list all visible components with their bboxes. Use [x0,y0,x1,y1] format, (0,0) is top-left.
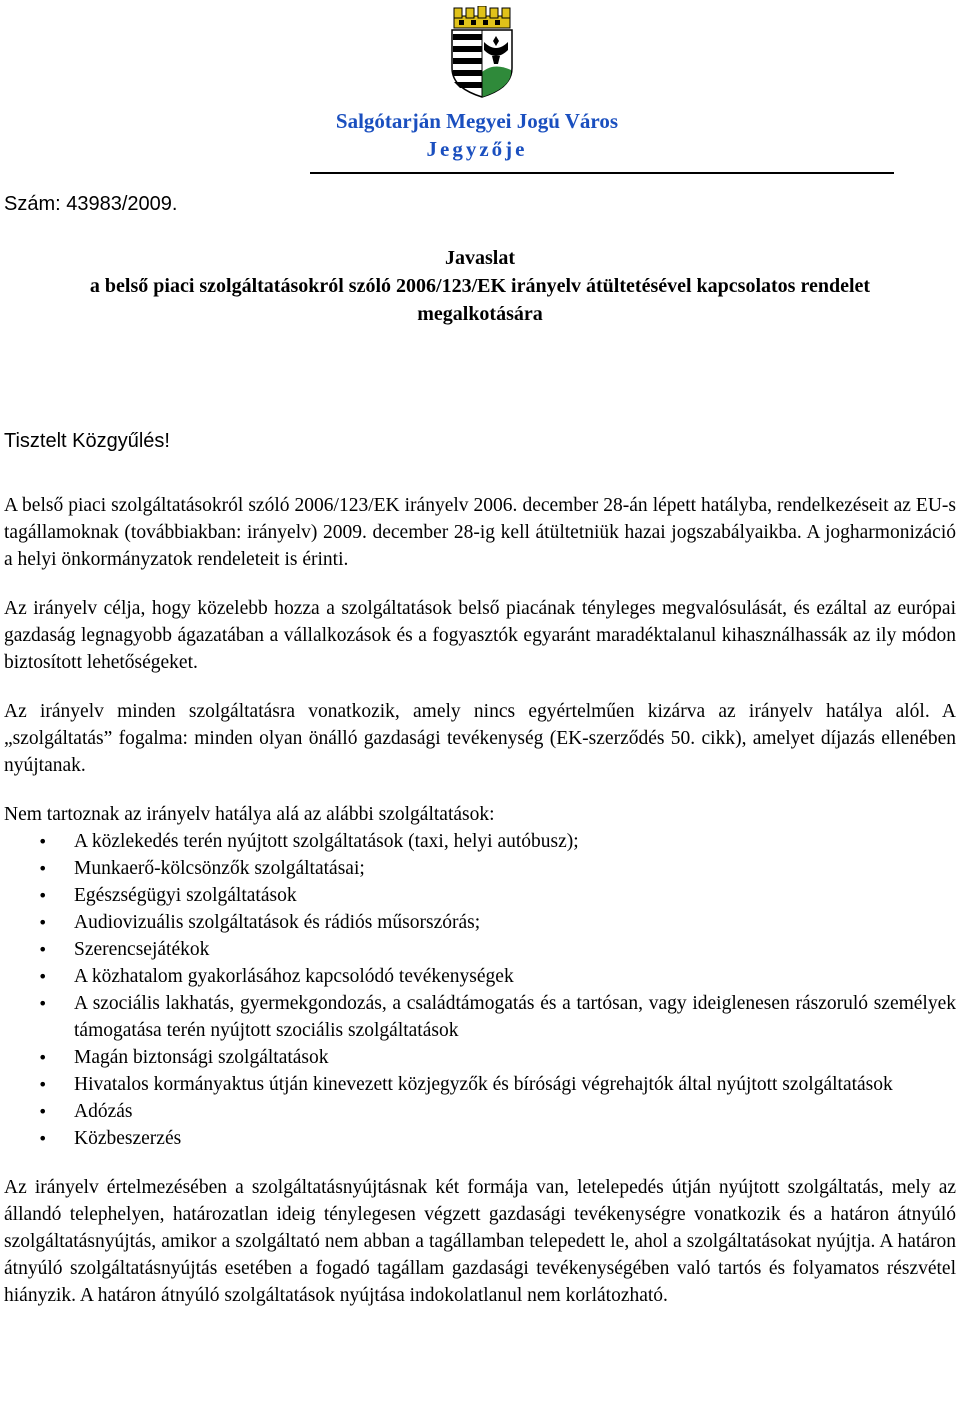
document-body [4,492,956,1331]
paragraph-exclusions-intro: Nem tartoznak az irányelv hatálya alá az alábbi szolgáltatások: [4,804,495,825]
bullet-icon: • [38,1102,48,1121]
bullet-icon: • [38,940,48,959]
title-line-2: a belső piaci szolgáltatásokról szóló 2006/123/EK irányelv átültetésével kapcsolatos rendelet [89,275,871,297]
exclusion-item [4,963,956,990]
exclusion-item [4,1071,956,1098]
exclusion-item [4,1125,956,1152]
exclusion-item [4,828,956,855]
exclusion-item [4,882,956,909]
bullet-icon: • [38,1048,48,1067]
title-line-3: megalkotására [417,303,543,325]
bullet-icon: • [38,913,48,932]
salutation: Tisztelt Közgyűlés! [4,430,170,452]
bullet-icon: • [38,832,48,851]
exclusion-text: Audiovizuális szolgáltatások és rádiós műsorszórás; [74,912,481,933]
issuer-name: Salgótarján Megyei Jogú Város [335,109,619,133]
bullet-icon: • [38,886,48,905]
exclusion-text: Hivatalos kormányaktus útján kinevezett közjegyzők és bírósági végrehajtók által nyújtott szolgáltatások [74,1074,893,1095]
header-divider [310,172,894,174]
issuer-role: Jegyzője [426,137,528,161]
exclusion-text: Közbeszerzés [74,1128,182,1149]
exclusion-item [4,1098,956,1125]
exclusion-text: Adózás [74,1101,133,1122]
paragraph-directive-scope: Az irányelv minden szolgáltatásra vonatkozik, amely nincs egyértelműen kizárva az irányelv hatálya alól. A „szolgáltatás” fogalma: minden olyan önálló gazdasági tevékenység (EK-szerződés 50. cikk), amelyet díjazás ellenében nyújtanak. [4,701,956,776]
case-number: Szám: 43983/2009. [4,193,178,215]
exclusion-text: Egészségügyi szolgáltatások [74,885,297,906]
city-crest-emblem [446,6,518,98]
document-title [0,244,960,328]
exclusion-item [4,1044,956,1071]
exclusions-list [4,828,956,1152]
exclusion-item [4,936,956,963]
exclusion-text: A közhatalom gyakorlásához kapcsolódó tevékenységek [74,966,514,987]
exclusion-item [4,990,956,1044]
exclusion-text: Szerencsejátékok [74,939,210,960]
bullet-icon: • [38,994,48,1013]
bullet-icon: • [38,859,48,878]
paragraph-directive-goal: Az irányelv célja, hogy közelebb hozza a szolgáltatások belső piacának tényleges megvalósulását, és ezáltal az európai gazdaság legnagyobb ágazatában a vállalkozások és a fogyasztók egyaránt maradéktalanul kihasználhassák az ily módon biztosított lehetőségeket. [4,598,956,673]
crown-icon [454,6,510,28]
paragraph-directive-deadline: A belső piaci szolgáltatásokról szóló 2006/123/EK irányelv 2006. december 28-án lépett hatályba, rendelkezéseit az EU-s tagállamoknak (továbbiakban: irányelv) 2009. december 28-ig kell átültetniük hazai jogszabályaikba. A jogharmonizáció a helyi önkormányzatok rendeleteit is érinti. [4,495,956,570]
shield-icon [452,30,512,97]
title-line-1: Javaslat [445,247,515,269]
exclusion-text: A közlekedés terén nyújtott szolgáltatások (taxi, helyi autóbusz); [74,831,579,852]
exclusion-text: A szociális lakhatás, gyermekgondozás, a családtámogatás és a tartósan, vagy ideiglenesen rászoruló személyek támogatása terén nyújtott szociális szolgáltatások [74,993,956,1041]
bullet-icon: • [38,1075,48,1094]
exclusion-text: Munkaerő-kölcsönzők szolgáltatásai; [74,858,365,879]
exclusion-item [4,855,956,882]
exclusion-item [4,909,956,936]
bullet-icon: • [38,967,48,986]
exclusion-text: Magán biztonsági szolgáltatások [74,1047,329,1068]
paragraph-service-forms: Az irányelv értelmezésében a szolgáltatásnyújtásnak két formája van, letelepedés útján nyújtott szolgáltatás, mely az állandó telephelyen, határozatlan ideig ténylegesen végzett gazdasági tevékenységre vonatkozik és a határon átnyúló szolgáltatásnyújtás, amikor a szolgáltató nem abban a tagállamban telepedett le, ahol a szolgáltatásokat nyújtja. A határon átnyúló szolgáltatásnyújtás esetében a fogadó tagállam gazdasági tevékenységében való tartós és folyamatos részvétel hiányzik. A határon átnyúló szolgáltatások nyújtása indokolatlanul nem korlátozható. [4,1177,956,1306]
bullet-icon: • [38,1129,48,1148]
